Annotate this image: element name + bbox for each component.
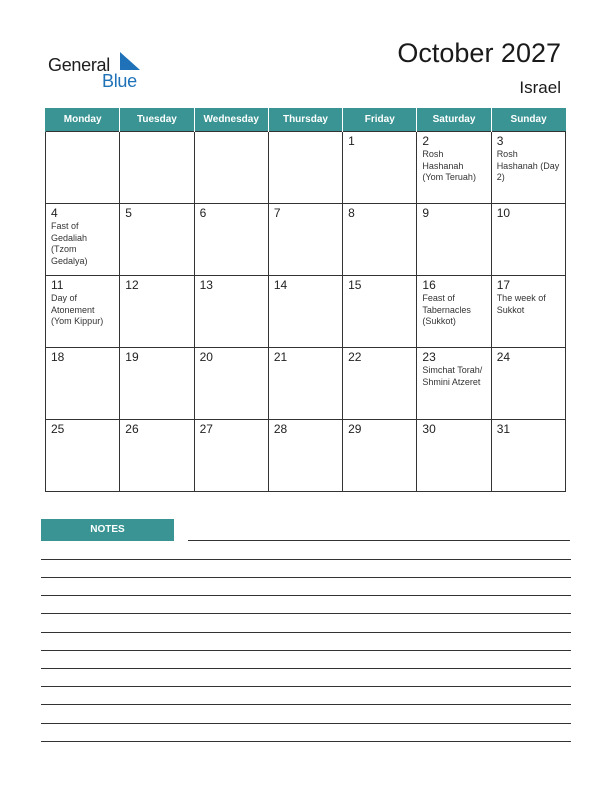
day-cell: [417, 204, 491, 276]
day-number: 23: [422, 350, 436, 364]
day-number: 15: [348, 278, 362, 292]
day-number: 14: [273, 278, 288, 292]
weekday-header: Thursday: [268, 108, 342, 132]
holiday-text: Day of Atonement (Yom Kippur): [51, 293, 104, 326]
day-number: 22: [348, 350, 362, 364]
day-cell: [268, 420, 342, 492]
note-line: [41, 704, 571, 705]
day-number: 8: [348, 206, 355, 220]
day-number: 25: [51, 422, 65, 436]
holiday-text: Feast of Tabernacles (Sukkot): [422, 293, 471, 326]
day-cell: [46, 348, 120, 420]
note-line: [41, 723, 571, 724]
note-line: [41, 632, 571, 633]
note-line: [41, 613, 571, 614]
note-line: [41, 741, 571, 742]
day-cell: [343, 276, 417, 348]
day-cell: [120, 348, 194, 420]
day-number: 24: [496, 350, 511, 364]
weekday-header: Monday: [46, 108, 120, 132]
day-cell: [120, 132, 194, 204]
day-cell: [343, 132, 417, 204]
holiday-text: Rosh Hashanah (Day 2): [496, 149, 560, 182]
holiday-text: Fast of Gedaliah (Tzom Gedalya): [51, 221, 88, 266]
holiday-text: The week of Sukkot: [496, 293, 546, 315]
day-cell: [120, 204, 194, 276]
brand-name-blue: Blue: [102, 71, 137, 91]
day-number: 12: [125, 278, 139, 292]
week-row: [46, 132, 566, 204]
day-number: 27: [199, 422, 213, 436]
holiday-text: Simchat Torah/ Shmini Atzeret: [422, 365, 483, 387]
day-number: 17: [496, 278, 511, 292]
day-number: 20: [199, 350, 213, 364]
day-cell: [343, 420, 417, 492]
day-number: 31: [496, 422, 511, 436]
note-line: [188, 540, 570, 541]
day-number: 18: [51, 350, 65, 364]
day-cell: [194, 132, 268, 204]
day-cell: [46, 132, 120, 204]
day-number: 30: [422, 422, 436, 436]
day-number: 3: [496, 134, 504, 148]
note-line: [41, 595, 571, 596]
brand-logo: [48, 52, 158, 98]
day-number: 13: [199, 278, 213, 292]
weekday-header: Friday: [343, 108, 417, 132]
day-cell: [268, 132, 342, 204]
day-cell: [491, 132, 565, 204]
week-row: [46, 348, 566, 420]
day-number: 6: [199, 206, 207, 220]
note-line: [41, 686, 571, 687]
week-row: [46, 204, 566, 276]
week-row: [46, 420, 566, 492]
day-number: 19: [125, 350, 139, 364]
day-number: 9: [422, 206, 430, 220]
day-cell: [417, 276, 491, 348]
day-number: 5: [125, 206, 132, 220]
day-cell: [194, 348, 268, 420]
holiday-text: Rosh Hashanah (Yom Teruah): [422, 149, 476, 182]
note-line: [41, 650, 571, 651]
day-number: 11: [51, 278, 64, 292]
day-cell: [343, 204, 417, 276]
day-number: 2: [422, 134, 430, 148]
day-cell: [417, 420, 491, 492]
day-number: 7: [273, 206, 281, 220]
day-number: 21: [273, 350, 288, 364]
day-cell: [268, 348, 342, 420]
note-line: [41, 559, 571, 560]
calendar-grid: [45, 108, 566, 492]
day-number: 4: [51, 206, 58, 220]
weekday-header: Wednesday: [194, 108, 268, 132]
weekday-header: Tuesday: [120, 108, 194, 132]
day-cell: [194, 276, 268, 348]
day-cell: [194, 420, 268, 492]
day-cell: [268, 276, 342, 348]
week-row: [46, 276, 566, 348]
day-cell: [491, 276, 565, 348]
day-cell: [194, 204, 268, 276]
note-line: [41, 577, 571, 578]
page-title: October 2027: [397, 38, 561, 68]
weekday-header: Sunday: [491, 108, 565, 132]
day-cell: [46, 276, 120, 348]
day-cell: [491, 204, 565, 276]
day-cell: [343, 348, 417, 420]
country-label: Israel: [519, 78, 561, 97]
day-cell: [417, 348, 491, 420]
day-number: 10: [496, 206, 511, 220]
day-cell: [491, 420, 565, 492]
day-cell: [268, 204, 342, 276]
day-number: 16: [422, 278, 436, 292]
triangle-flag-icon: [120, 52, 142, 72]
day-cell: [46, 420, 120, 492]
day-number: 28: [273, 422, 288, 436]
day-cell: [417, 132, 491, 204]
day-cell: [120, 420, 194, 492]
brand-name-general: General: [48, 55, 110, 75]
day-number: 26: [125, 422, 139, 436]
day-cell: [491, 348, 565, 420]
day-number: 1: [348, 134, 355, 148]
notes-label: NOTES: [41, 519, 174, 541]
weekday-header: Saturday: [417, 108, 491, 132]
weekday-header-row: [46, 108, 566, 132]
day-cell: [120, 276, 194, 348]
day-cell: [46, 204, 120, 276]
day-number: 29: [348, 422, 362, 436]
note-line: [41, 668, 571, 669]
